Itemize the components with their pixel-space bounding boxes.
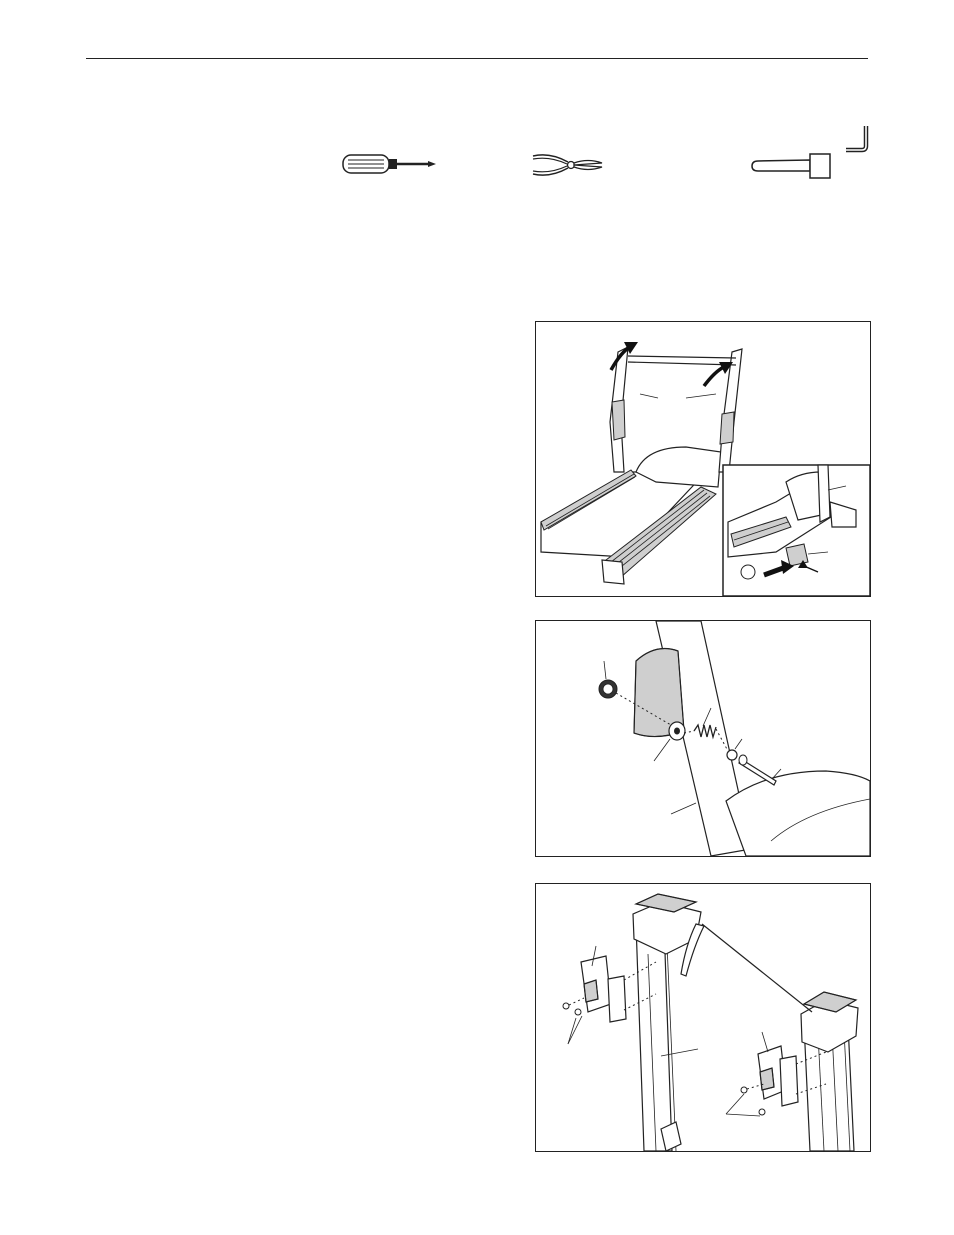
phillips-screwdriver-icon: [340, 150, 440, 183]
header-rule: [86, 58, 868, 59]
knob-icon: [599, 680, 617, 698]
needle-nose-pliers-icon: [530, 150, 605, 185]
upright-pin-knob-assembly-figure: [535, 620, 871, 857]
upright-cover-attachment-figure: [535, 883, 871, 1152]
treadmill-uprights-raise-figure: [535, 321, 871, 597]
rubber-mallet-and-hex-key-icon: [748, 124, 873, 185]
